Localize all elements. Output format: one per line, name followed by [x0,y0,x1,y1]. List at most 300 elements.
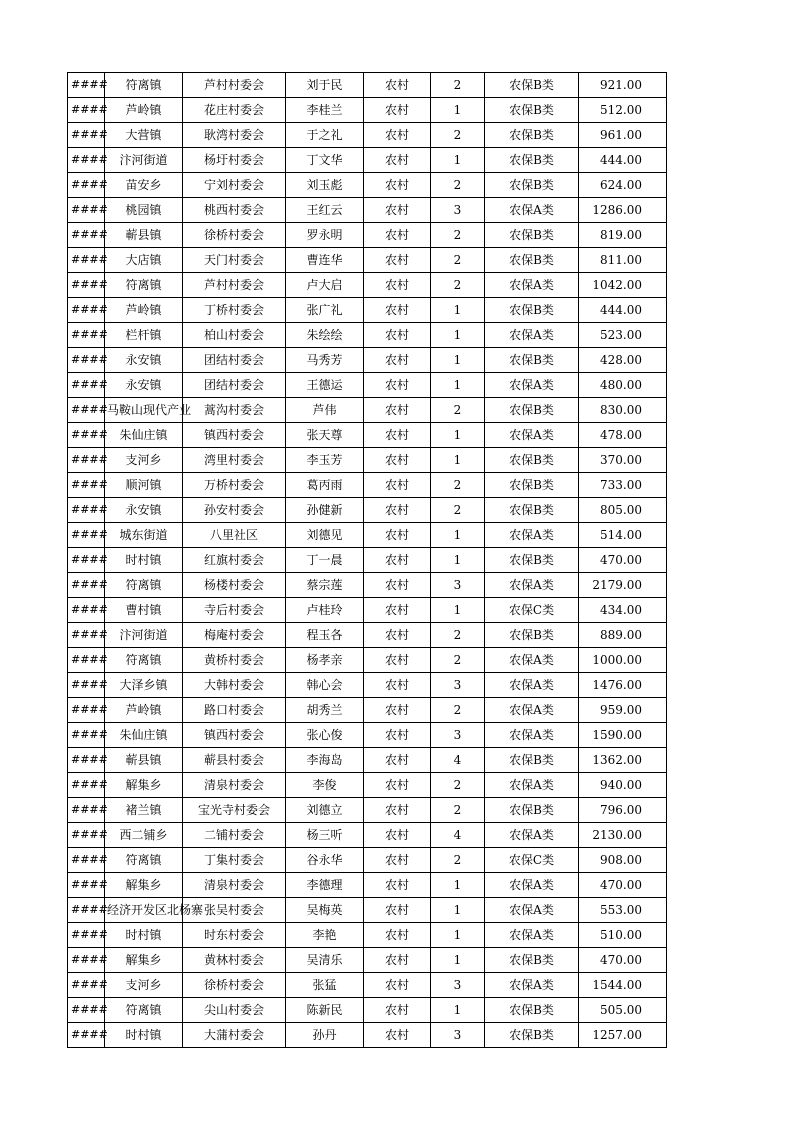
person-name-cell: 张猛 [286,973,364,998]
table-row [68,748,667,773]
insurance-category-cell: 农保B类 [485,123,579,148]
town-cell: 朱仙庄镇 [105,423,183,448]
table-row [68,1023,667,1048]
person-name-cell: 陈新民 [286,998,364,1023]
insurance-category-cell: 农保C类 [485,848,579,873]
household-count-cell: 1 [431,923,485,948]
household-count-cell: 1 [431,598,485,623]
village-cell: 柏山村委会 [183,323,286,348]
village-cell: 蒿沟村委会 [183,398,286,423]
record-id-cell: #### [68,623,105,648]
village-cell: 徐桥村委会 [183,223,286,248]
table-row [68,523,667,548]
insurance-category-cell: 农保B类 [485,73,579,98]
residence-type-cell: 农村 [364,773,431,798]
household-count-cell: 2 [431,173,485,198]
person-name-cell: 韩心会 [286,673,364,698]
household-count-cell: 2 [431,398,485,423]
record-id-cell: #### [68,198,105,223]
town-cell: 时村镇 [105,548,183,573]
town-cell: 城东街道 [105,523,183,548]
insurance-category-cell: 农保B类 [485,148,579,173]
person-name-cell: 马秀芳 [286,348,364,373]
table-row [68,648,667,673]
insurance-category-cell: 农保B类 [485,748,579,773]
village-cell: 宝光寺村委会 [183,798,286,823]
amount-cell: 470.00 [579,548,667,573]
residence-type-cell: 农村 [364,523,431,548]
record-id-cell: #### [68,348,105,373]
household-count-cell: 3 [431,1023,485,1048]
town-cell: 马鞍山现代产业 [105,398,183,423]
household-count-cell: 2 [431,498,485,523]
household-count-cell: 2 [431,773,485,798]
table-row [68,73,667,98]
village-cell: 尖山村委会 [183,998,286,1023]
town-cell: 解集乡 [105,773,183,798]
person-name-cell: 李俊 [286,773,364,798]
amount-cell: 512.00 [579,98,667,123]
household-count-cell: 2 [431,273,485,298]
person-name-cell: 杨三听 [286,823,364,848]
amount-cell: 514.00 [579,523,667,548]
household-count-cell: 2 [431,798,485,823]
record-id-cell: #### [68,98,105,123]
residence-type-cell: 农村 [364,623,431,648]
village-cell: 路口村委会 [183,698,286,723]
insurance-category-cell: 农保B类 [485,998,579,1023]
residence-type-cell: 农村 [364,198,431,223]
record-id-cell: #### [68,973,105,998]
village-cell: 黄林村委会 [183,948,286,973]
person-name-cell: 吴清乐 [286,948,364,973]
household-count-cell: 3 [431,723,485,748]
village-cell: 时东村委会 [183,923,286,948]
residence-type-cell: 农村 [364,348,431,373]
town-cell: 芦岭镇 [105,298,183,323]
insurance-category-cell: 农保B类 [485,498,579,523]
table-row [68,198,667,223]
record-id-cell: #### [68,548,105,573]
village-cell: 耿湾村委会 [183,123,286,148]
household-count-cell: 1 [431,373,485,398]
insurance-category-cell: 农保B类 [485,473,579,498]
person-name-cell: 张广礼 [286,298,364,323]
town-cell: 时村镇 [105,1023,183,1048]
record-id-cell: #### [68,598,105,623]
village-cell: 大韩村委会 [183,673,286,698]
table-row [68,598,667,623]
household-count-cell: 2 [431,698,485,723]
village-cell: 湾里村委会 [183,448,286,473]
town-cell: 曹村镇 [105,598,183,623]
table-row [68,548,667,573]
town-cell: 永安镇 [105,373,183,398]
insurance-category-cell: 农保A类 [485,773,579,798]
village-cell: 杨楼村委会 [183,573,286,598]
residence-type-cell: 农村 [364,273,431,298]
residence-type-cell: 农村 [364,823,431,848]
residence-type-cell: 农村 [364,698,431,723]
record-id-cell: #### [68,273,105,298]
residence-type-cell: 农村 [364,248,431,273]
person-name-cell: 蔡宗莲 [286,573,364,598]
residence-type-cell: 农村 [364,998,431,1023]
table-row [68,498,667,523]
amount-cell: 889.00 [579,623,667,648]
household-count-cell: 2 [431,848,485,873]
household-count-cell: 3 [431,673,485,698]
insurance-category-cell: 农保B类 [485,98,579,123]
town-cell: 解集乡 [105,873,183,898]
table-row [68,973,667,998]
insurance-category-cell: 农保C类 [485,598,579,623]
record-id-cell: #### [68,923,105,948]
amount-cell: 830.00 [579,398,667,423]
amount-cell: 434.00 [579,598,667,623]
record-id-cell: #### [68,398,105,423]
amount-cell: 444.00 [579,148,667,173]
table-row [68,623,667,648]
insurance-category-cell: 农保B类 [485,298,579,323]
town-cell: 汴河街道 [105,148,183,173]
town-cell: 时村镇 [105,923,183,948]
village-cell: 丁集村委会 [183,848,286,873]
household-count-cell: 1 [431,298,485,323]
amount-cell: 1590.00 [579,723,667,748]
household-count-cell: 1 [431,873,485,898]
table-row [68,123,667,148]
table-row [68,298,667,323]
town-cell: 蕲县镇 [105,223,183,248]
person-name-cell: 张心俊 [286,723,364,748]
village-cell: 梅庵村委会 [183,623,286,648]
town-cell: 符离镇 [105,73,183,98]
person-name-cell: 胡秀兰 [286,698,364,723]
town-cell: 朱仙庄镇 [105,723,183,748]
village-cell: 镇西村委会 [183,723,286,748]
insurance-category-cell: 农保B类 [485,623,579,648]
village-cell: 徐桥村委会 [183,973,286,998]
town-cell: 汴河街道 [105,623,183,648]
record-id-cell: #### [68,673,105,698]
table-row [68,398,667,423]
insurance-category-cell: 农保A类 [485,698,579,723]
village-cell: 黄桥村委会 [183,648,286,673]
amount-cell: 444.00 [579,298,667,323]
town-cell: 经济开发区北杨寨 [105,898,183,923]
record-id-cell: #### [68,748,105,773]
residence-type-cell: 农村 [364,598,431,623]
table-row [68,323,667,348]
record-id-cell: #### [68,798,105,823]
residence-type-cell: 农村 [364,548,431,573]
insurance-category-cell: 农保B类 [485,348,579,373]
residence-type-cell: 农村 [364,223,431,248]
insurance-category-cell: 农保B类 [485,173,579,198]
insurance-category-cell: 农保B类 [485,223,579,248]
residence-type-cell: 农村 [364,873,431,898]
village-cell: 八里社区 [183,523,286,548]
residence-type-cell: 农村 [364,923,431,948]
person-name-cell: 王德运 [286,373,364,398]
household-count-cell: 1 [431,423,485,448]
household-count-cell: 1 [431,323,485,348]
household-count-cell: 1 [431,523,485,548]
household-count-cell: 1 [431,348,485,373]
record-id-cell: #### [68,373,105,398]
insurance-category-cell: 农保A类 [485,523,579,548]
residence-type-cell: 农村 [364,1023,431,1048]
village-cell: 天门村委会 [183,248,286,273]
record-id-cell: #### [68,448,105,473]
residence-type-cell: 农村 [364,123,431,148]
insurance-category-cell: 农保A类 [485,673,579,698]
residence-type-cell: 农村 [364,948,431,973]
residence-type-cell: 农村 [364,973,431,998]
insurance-category-cell: 农保A类 [485,573,579,598]
village-cell: 团结村委会 [183,348,286,373]
town-cell: 西二铺乡 [105,823,183,848]
insurance-category-cell: 农保B类 [485,248,579,273]
record-id-cell: #### [68,773,105,798]
record-id-cell: #### [68,123,105,148]
amount-cell: 480.00 [579,373,667,398]
insurance-category-cell: 农保A类 [485,373,579,398]
village-cell: 花庄村委会 [183,98,286,123]
person-name-cell: 孙丹 [286,1023,364,1048]
person-name-cell: 芦伟 [286,398,364,423]
table-row [68,273,667,298]
insurance-category-cell: 农保A类 [485,198,579,223]
town-cell: 永安镇 [105,348,183,373]
insurance-category-cell: 农保A类 [485,923,579,948]
amount-cell: 940.00 [579,773,667,798]
amount-cell: 428.00 [579,348,667,373]
table-row [68,98,667,123]
residence-type-cell: 农村 [364,473,431,498]
household-count-cell: 4 [431,823,485,848]
town-cell: 解集乡 [105,948,183,973]
household-count-cell: 2 [431,123,485,148]
village-cell: 二铺村委会 [183,823,286,848]
amount-cell: 805.00 [579,498,667,523]
record-id-cell: #### [68,323,105,348]
residence-type-cell: 农村 [364,98,431,123]
household-count-cell: 4 [431,748,485,773]
residence-type-cell: 农村 [364,723,431,748]
town-cell: 永安镇 [105,498,183,523]
residence-type-cell: 农村 [364,423,431,448]
amount-cell: 921.00 [579,73,667,98]
amount-cell: 478.00 [579,423,667,448]
record-id-cell: #### [68,723,105,748]
table-row [68,998,667,1023]
residence-type-cell: 农村 [364,323,431,348]
insurance-category-cell: 农保B类 [485,398,579,423]
table-row [68,348,667,373]
insurance-category-cell: 农保A类 [485,898,579,923]
person-name-cell: 程玉各 [286,623,364,648]
household-count-cell: 3 [431,573,485,598]
household-count-cell: 1 [431,148,485,173]
household-count-cell: 2 [431,648,485,673]
table-row [68,223,667,248]
amount-cell: 908.00 [579,848,667,873]
household-count-cell: 1 [431,548,485,573]
residence-type-cell: 农村 [364,448,431,473]
town-cell: 符离镇 [105,573,183,598]
table-body [68,73,667,1048]
table-row [68,673,667,698]
insurance-category-cell: 农保B类 [485,448,579,473]
person-name-cell: 孙健新 [286,498,364,523]
town-cell: 大店镇 [105,248,183,273]
record-id-cell: #### [68,873,105,898]
amount-cell: 553.00 [579,898,667,923]
table-row [68,773,667,798]
table-row [68,473,667,498]
amount-cell: 1042.00 [579,273,667,298]
insurance-category-cell: 农保A类 [485,648,579,673]
village-cell: 大蒲村委会 [183,1023,286,1048]
residence-type-cell: 农村 [364,148,431,173]
village-cell: 蕲县村委会 [183,748,286,773]
record-id-cell: #### [68,423,105,448]
town-cell: 符离镇 [105,848,183,873]
amount-cell: 1362.00 [579,748,667,773]
household-count-cell: 1 [431,448,485,473]
amount-cell: 523.00 [579,323,667,348]
household-count-cell: 1 [431,898,485,923]
amount-cell: 1257.00 [579,1023,667,1048]
insurance-category-cell: 农保A类 [485,823,579,848]
residence-type-cell: 农村 [364,173,431,198]
person-name-cell: 吴梅英 [286,898,364,923]
person-name-cell: 刘德立 [286,798,364,823]
person-name-cell: 刘于民 [286,73,364,98]
record-id-cell: #### [68,823,105,848]
amount-cell: 1476.00 [579,673,667,698]
person-name-cell: 刘德见 [286,523,364,548]
record-id-cell: #### [68,248,105,273]
insurance-category-cell: 农保A类 [485,873,579,898]
village-cell: 芦村村委会 [183,73,286,98]
insurance-category-cell: 农保B类 [485,948,579,973]
table-row [68,898,667,923]
village-cell: 宁刘村委会 [183,173,286,198]
amount-cell: 959.00 [579,698,667,723]
residence-type-cell: 农村 [364,898,431,923]
record-id-cell: #### [68,148,105,173]
household-count-cell: 2 [431,473,485,498]
amount-cell: 2130.00 [579,823,667,848]
record-id-cell: #### [68,948,105,973]
amount-cell: 819.00 [579,223,667,248]
person-name-cell: 丁文华 [286,148,364,173]
amount-cell: 796.00 [579,798,667,823]
town-cell: 蕲县镇 [105,748,183,773]
table-row [68,923,667,948]
table-row [68,873,667,898]
insurance-category-cell: 农保B类 [485,548,579,573]
person-name-cell: 李玉芳 [286,448,364,473]
table-row [68,698,667,723]
person-name-cell: 葛丙雨 [286,473,364,498]
person-name-cell: 朱绘绘 [286,323,364,348]
town-cell: 支河乡 [105,973,183,998]
village-cell: 寺后村委会 [183,598,286,623]
residence-type-cell: 农村 [364,798,431,823]
household-count-cell: 1 [431,948,485,973]
insurance-category-cell: 农保A类 [485,723,579,748]
amount-cell: 470.00 [579,873,667,898]
village-cell: 清泉村委会 [183,773,286,798]
table-row [68,248,667,273]
table-row [68,423,667,448]
insurance-category-cell: 农保B类 [485,798,579,823]
person-name-cell: 李海岛 [286,748,364,773]
amount-cell: 1000.00 [579,648,667,673]
record-id-cell: #### [68,523,105,548]
record-id-cell: #### [68,648,105,673]
table-row [68,823,667,848]
village-cell: 镇西村委会 [183,423,286,448]
town-cell: 桃园镇 [105,198,183,223]
amount-cell: 505.00 [579,998,667,1023]
person-name-cell: 王红云 [286,198,364,223]
record-id-cell: #### [68,848,105,873]
town-cell: 符离镇 [105,998,183,1023]
household-count-cell: 1 [431,98,485,123]
person-name-cell: 刘玉彪 [286,173,364,198]
amount-cell: 961.00 [579,123,667,148]
village-cell: 万桥村委会 [183,473,286,498]
person-name-cell: 杨孝亲 [286,648,364,673]
amount-cell: 733.00 [579,473,667,498]
person-name-cell: 卢桂玲 [286,598,364,623]
record-id-cell: #### [68,173,105,198]
town-cell: 苗安乡 [105,173,183,198]
town-cell: 栏杆镇 [105,323,183,348]
table-row [68,373,667,398]
residence-type-cell: 农村 [364,73,431,98]
table-row [68,798,667,823]
insurance-category-cell: 农保B类 [485,1023,579,1048]
person-name-cell: 丁一晨 [286,548,364,573]
amount-cell: 370.00 [579,448,667,473]
person-name-cell: 谷永华 [286,848,364,873]
person-name-cell: 张天尊 [286,423,364,448]
record-id-cell: #### [68,73,105,98]
residence-type-cell: 农村 [364,573,431,598]
village-cell: 清泉村委会 [183,873,286,898]
amount-cell: 470.00 [579,948,667,973]
amount-cell: 624.00 [579,173,667,198]
town-cell: 符离镇 [105,273,183,298]
table-row [68,948,667,973]
village-cell: 张吴村委会 [183,898,286,923]
village-cell: 团结村委会 [183,373,286,398]
household-count-cell: 3 [431,973,485,998]
record-id-cell: #### [68,898,105,923]
village-cell: 芦村村委会 [183,273,286,298]
record-id-cell: #### [68,298,105,323]
residence-type-cell: 农村 [364,298,431,323]
person-name-cell: 曹连华 [286,248,364,273]
table-row [68,573,667,598]
insurance-category-cell: 农保A类 [485,423,579,448]
